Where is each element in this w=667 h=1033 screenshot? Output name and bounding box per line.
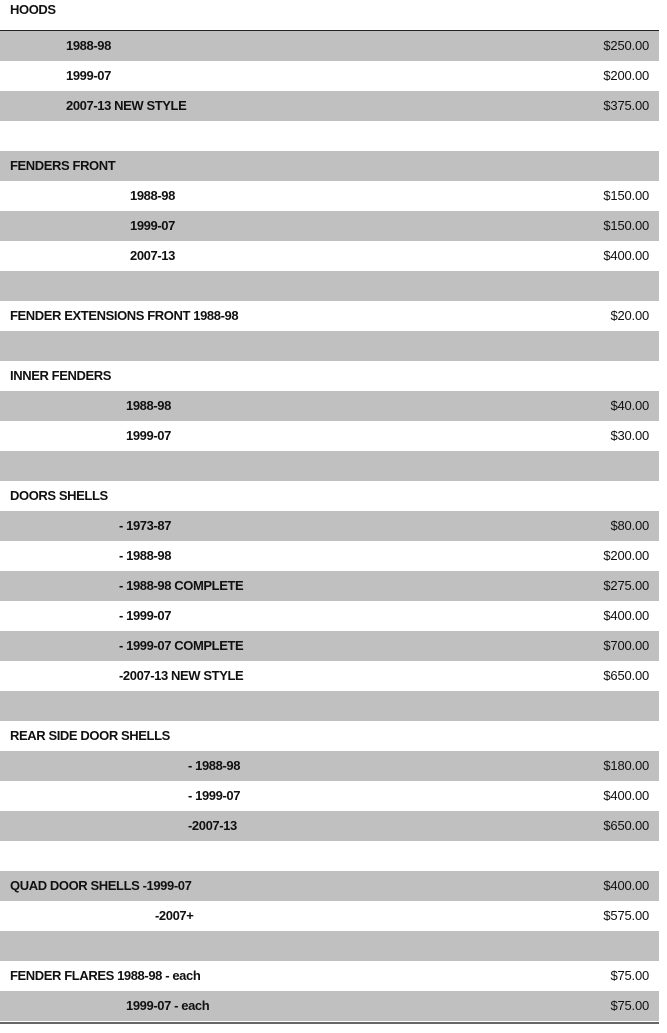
item-label: - 1999-07 COMPLETE [119,638,244,653]
item-label: - 1988-98 [119,548,172,563]
item-label: INNER FENDERS [10,368,111,383]
item-label: FENDER FLARES 1988-98 - each [10,968,201,983]
item-label: FENDER EXTENSIONS FRONT 1988-98 [10,308,239,323]
table-row [0,721,659,751]
table-bottom-border [0,1022,659,1024]
table-row [0,31,659,61]
item-price: $150.00 [603,218,649,233]
item-price: $650.00 [603,668,649,683]
item-price: $200.00 [603,548,649,563]
item-label: QUAD DOOR SHELLS -1999-07 [10,878,192,893]
item-label: 1988-98 [66,38,111,53]
item-price: $40.00 [610,398,649,413]
table-row [0,481,659,511]
item-label: - 1988-98 COMPLETE [119,578,244,593]
item-label: -2007+ [155,908,194,923]
item-label: - 1988-98 [188,758,241,773]
item-label: -2007-13 [188,818,237,833]
spacer-row [0,691,659,721]
table-row [0,601,659,631]
table-row [0,961,659,991]
table-row [0,301,659,331]
spacer-row [0,271,659,301]
item-label: - 1973-87 [119,518,172,533]
table-row [0,871,659,901]
item-price: $375.00 [603,98,649,113]
item-label: 1988-98 [130,188,175,203]
item-label: 1999-07 [66,68,111,83]
item-price: $30.00 [610,428,649,443]
table-row [0,901,659,931]
table-row [0,361,659,391]
item-price: $400.00 [603,878,649,893]
item-price: $180.00 [603,758,649,773]
item-label: 1988-98 [126,398,171,413]
item-label: 2007-13 NEW STYLE [66,98,187,113]
table-row [0,751,659,781]
item-price: $400.00 [603,608,649,623]
item-price: $75.00 [610,968,649,983]
table-row [0,631,659,661]
table-row [0,91,659,121]
item-price: $575.00 [603,908,649,923]
item-price: $650.00 [603,818,649,833]
item-label: REAR SIDE DOOR SHELLS [10,728,170,743]
table-row [0,421,659,451]
item-label: - 1999-07 [188,788,241,803]
item-price: $200.00 [603,68,649,83]
table-row [0,811,659,841]
item-label: FENDERS FRONT [10,158,116,173]
table-row [0,991,659,1021]
table-row [0,61,659,91]
table-row [0,241,659,271]
table-row [0,151,659,181]
spacer-row [0,121,659,151]
spacer-row [0,931,659,961]
item-label: - 1999-07 [119,608,172,623]
spacer-row [0,841,659,871]
item-label: 1999-07 [130,218,175,233]
item-label: 1999-07 [126,428,171,443]
item-price: $150.00 [603,188,649,203]
item-price: $400.00 [603,788,649,803]
table-row [0,541,659,571]
table-row [0,211,659,241]
item-price: $75.00 [610,998,649,1013]
spacer-row [0,331,659,361]
item-label: -2007-13 NEW STYLE [119,668,244,683]
spacer-row [0,451,659,481]
section-title: HOODS [10,2,56,17]
table-row [0,0,659,31]
table-row [0,511,659,541]
table-row [0,781,659,811]
table-row [0,181,659,211]
item-label: 2007-13 [130,248,175,263]
item-label: DOORS SHELLS [10,488,108,503]
item-price: $20.00 [610,308,649,323]
table-row [0,661,659,691]
item-price: $700.00 [603,638,649,653]
item-price: $80.00 [610,518,649,533]
item-label: 1999-07 - each [126,998,210,1013]
item-price: $250.00 [603,38,649,53]
table-row [0,391,659,421]
item-price: $275.00 [603,578,649,593]
item-price: $400.00 [603,248,649,263]
table-row [0,571,659,601]
